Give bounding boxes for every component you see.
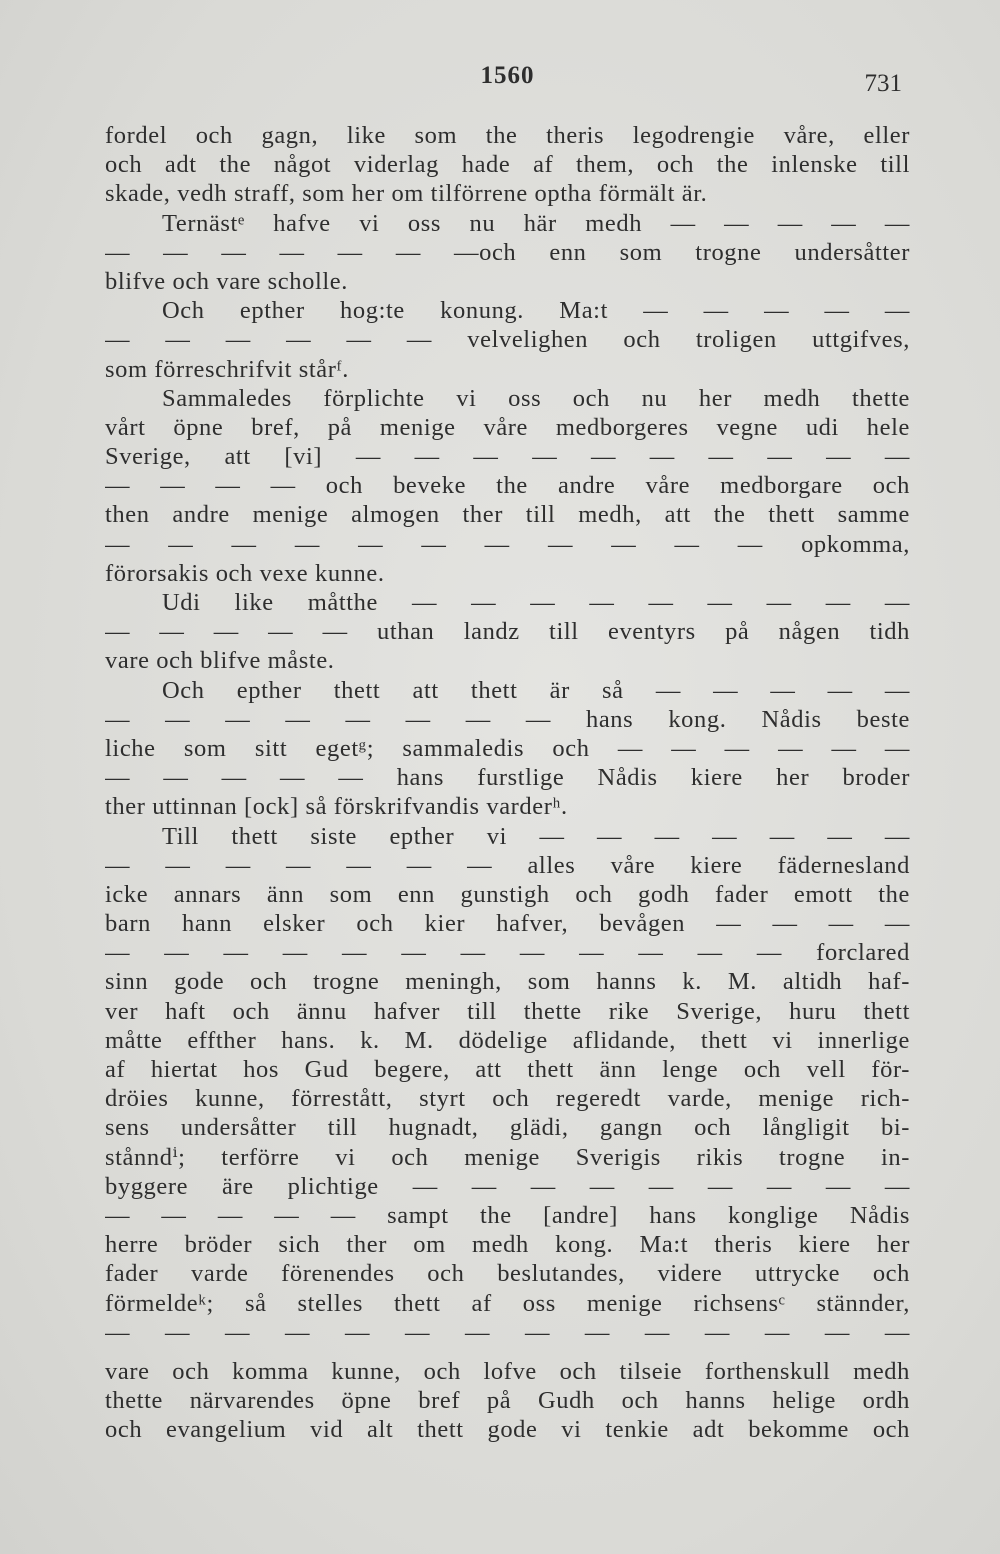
text-line: och evangelium vid alt thett gode vi tenkie adt bekomme och: [105, 1416, 910, 1444]
text-line: Ternästᵉ hafve vi oss nu här medh — — — — —: [162, 209, 910, 237]
running-head-year: 1560: [480, 62, 535, 89]
text-line: — — — — och beveke the andre våre medborgare och: [105, 472, 910, 500]
text-line: fader varde förenendes och beslutandes, videre uttrycke och: [105, 1260, 910, 1288]
text-line: ver haft och ännu hafver till thette rike Sverige, huru thett: [105, 997, 910, 1025]
text-line: barn hann elsker och kier hafver, bevågen — — — —: [105, 910, 910, 938]
text-line: — — — — — — —och enn som trogne undersåtter: [105, 238, 910, 266]
text-line: — — — — — — — — hans kong. Nådis beste: [105, 705, 910, 733]
text-line: — — — — — — — — — — — opkomma,: [105, 530, 910, 558]
text-line: byggere äre plichtige — — — — — — — — —: [105, 1172, 910, 1200]
text-line: — — — — — hans furstlige Nådis kiere her broder: [105, 764, 910, 792]
text-line: thette närvarendes öpne bref på Gudh och hanns helige ordh: [105, 1387, 910, 1415]
text-line: Till thett siste epther vi — — — — — — —: [162, 822, 910, 850]
page-number: 731: [864, 70, 902, 97]
text-line: Udi like måtthe — — — — — — — — —: [162, 589, 910, 616]
text-line: måtte effther hans. k. M. dödelige aflidande, thett vi innerlige: [105, 1026, 910, 1054]
text-line: liche som sitt egetᵍ; sammaledis och — — — — — —: [105, 734, 910, 762]
text-line: blifve och vare scholle.: [105, 267, 348, 295]
text-line: Sammaledes förplichte vi oss och nu her medh thette: [162, 384, 910, 412]
text-line: förmeldeᵏ; så stelles thett af oss menige richsensᶜ stännder,: [105, 1289, 910, 1317]
text-line: Sverige, att [vi] — — — — — — — — — —: [105, 443, 910, 471]
text-line: sens undersåtter till hugnadt, glädi, gangn och långligit bi-: [105, 1114, 910, 1142]
text-body: [105, 121, 910, 1444]
text-line: — — — — — — velvelighen och troligen uttgifves,: [105, 326, 910, 354]
text-line: skade, vedh straff, som her om tilförrene optha förmält är.: [105, 180, 708, 208]
text-line: sinn gode och trogne meningh, som hanns k. M. altidh haf-: [105, 968, 910, 996]
text-line: Och epther thett att thett är så — — — — —: [162, 676, 910, 704]
page-header: [105, 62, 910, 102]
text-line: — — — — — — — alles våre kiere fädernesland: [105, 851, 910, 879]
text-line: then andre menige almogen ther till medh, att the thett samme: [105, 501, 910, 529]
text-line: dröies kunne, förrestått, styrt och regeredt varde, menige rich-: [105, 1085, 910, 1113]
text-line: Och epther hog:te konung. Ma:t — — — — —: [162, 297, 910, 325]
text-line: — — — — — — — — — — — — forclared: [105, 939, 910, 967]
text-line: vare och blifve måste.: [105, 647, 335, 675]
text-line: stånndⁱ; terförre vi och menige Sverigis rikis trogne in-: [105, 1143, 910, 1171]
text-line: icke annars änn som enn gunstigh och godh fader emott the: [105, 880, 910, 908]
text-line: vårt öpne bref, på menige våre medborgeres vegne udi hele: [105, 413, 910, 441]
text-line: som förreschrifvit stårᶠ.: [105, 355, 349, 383]
text-line: fordel och gagn, like som the theris legodrengie våre, eller: [105, 122, 910, 149]
text-line: af hiertat hos Gud begere, att thett änn lenge och vell för-: [105, 1056, 910, 1083]
text-line: och adt the något viderlag hade af them, och the inlenske till: [105, 151, 910, 179]
text-line: herre bröder sich ther om medh kong. Ma:t theris kiere her: [105, 1231, 910, 1259]
text-line: — — — — — — — — — — — — — —: [105, 1318, 910, 1346]
text-line: vare och komma kunne, och lofve och tilseie forthenskull medh: [105, 1357, 910, 1385]
text-line: — — — — — sampt the [andre] hans konglige Nådis: [105, 1201, 910, 1229]
text-line: — — — — — uthan landz till eventyrs på någen tidh: [105, 618, 910, 646]
text-line: förorsakis och vexe kunne.: [105, 559, 385, 587]
text-line: ther uttinnan [ock] så förskrifvandis varderʰ.: [105, 793, 568, 821]
